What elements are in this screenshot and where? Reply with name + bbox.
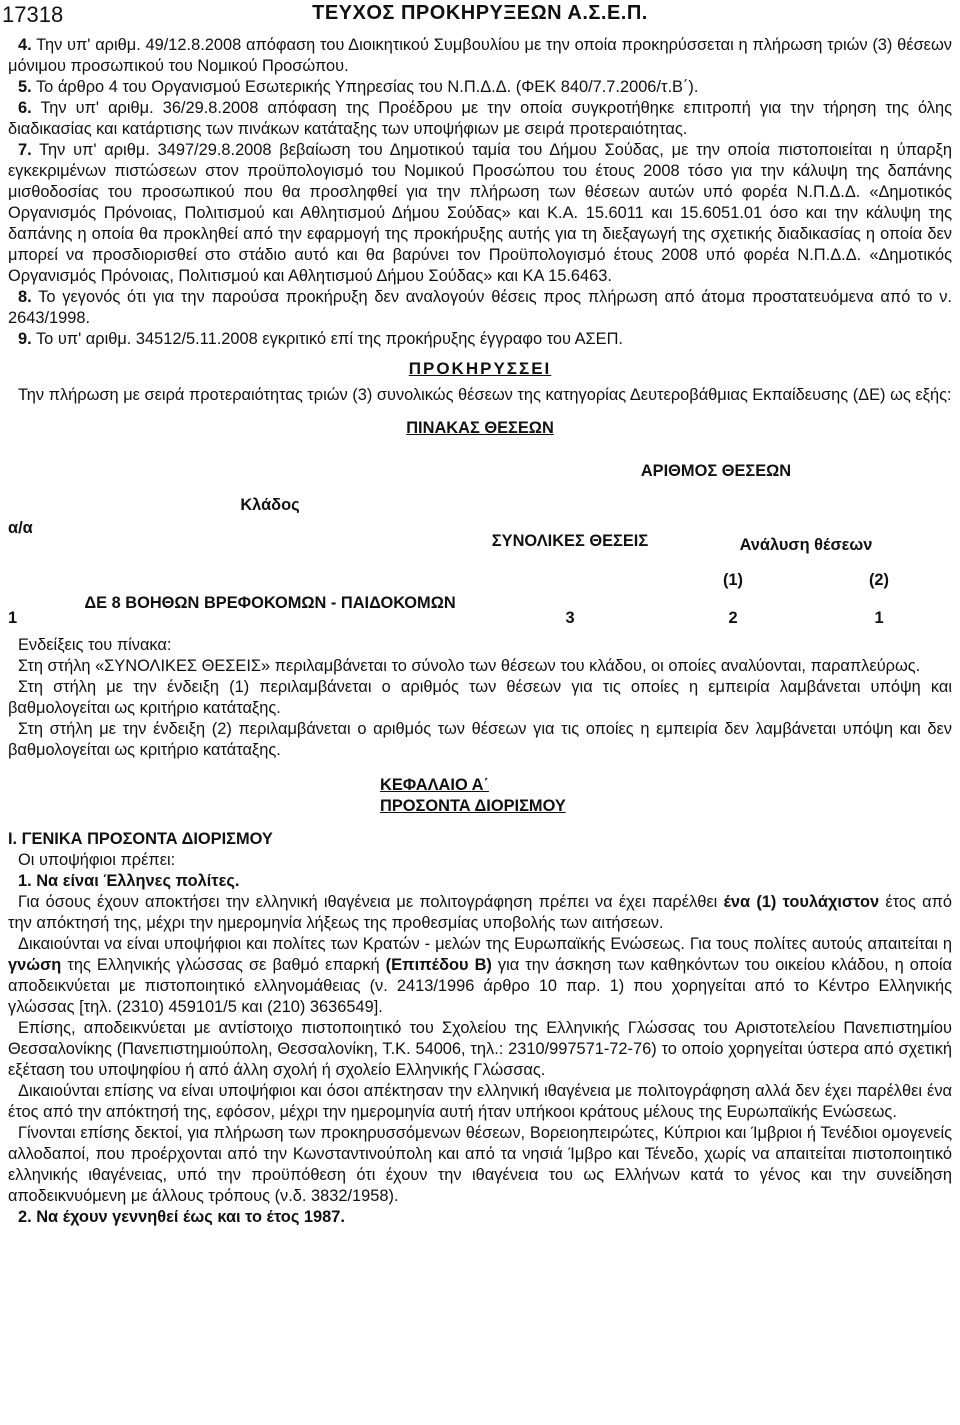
consideration-item: 5. Το άρθρο 4 του Οργανισμού Εσωτερικής Υπηρεσίας του Ν.Π.Δ.Δ. (ΦΕΚ 840/7.7.2006/τ.Β΄). [18,78,699,96]
paragraph: Δικαιούνται επίσης να είναι υποψήφιοι και όσοι απέκτησαν την ελληνική ιθαγένεια με πολιτογράφηση αλλά δεν έχει παρέλθει ένα έτος από την απόκτησή της, εφόσον, μέχρι την ημερομηνία αυτή ήταν υπήκοοι κράτους μέλους της Ευρωπαϊκής Ενώσεως. [8,1082,952,1121]
col-1-header: (1) [722,570,744,589]
col-total-header: ΣΥΝΟΛΙΚΕΣ ΘΕΣΕΙΣ [491,531,649,550]
paragraph: Επίσης, αποδεικνύεται με αντίστοιχο πιστοποιητικό του Σχολείου της Ελληνικής Γλώσσας του Αριστοτελείου Πανεπιστημίου Θεσσαλονίκης (Πανεπιστημιούπολη, Θεσσαλονίκη, Τ.Κ. 54006, τηλ.: 2310/997571-72-76) το οποίο χορηγείται ύστερα από σχετική εξέταση του υποψηφίου ή από άλλη σχολή ή σχολείο Ελληνικής Γλώσσας. [8,1019,952,1079]
col-branch-header: Κλάδος [240,496,300,514]
positions-table [8,453,952,629]
requirement-item: 1. Να είναι Έλληνες πολίτες. [18,872,240,890]
table-row: 1 ΔΕ 8 ΒΟΗΘΩΝ ΒΡΕΦΟΚΟΜΩΝ - ΠΑΙΔΟΚΟΜΩΝ 3 2 1 [8,594,884,627]
requirement-item: 2. Να έχουν γεννηθεί έως και το έτος 1987. [18,1208,345,1226]
positions-table-title: ΠΙΝΑΚΑΣ ΘΕΣΕΩΝ [406,419,554,437]
branch-name: ΔΕ 8 ΒΟΗΘΩΝ ΒΡΕΦΟΚΟΜΩΝ - ΠΑΙΔΟΚΟΜΩΝ [84,594,456,612]
proclamation-intro: Την πλήρωση με σειρά προτεραιότητας τριών (3) συνολικώς θέσεων της κατηγορίας Δευτεροβάθμιας Εκπαίδευσης (ΔΕ) ως εξής: [18,386,952,404]
page-header [2,2,958,28]
chapter-title: ΚΕΦΑΛΑΙΟ Α΄ [380,776,489,794]
legend-line: Στη στήλη με την ένδειξη (1) περιλαμβάνεται ο αριθμός των θέσεων για τις οποίες η εμπειρία λαμβάνεται υπόψη και βαθμολογείται ως κριτήριο κατάταξης. [8,678,952,717]
proclamation-heading: ΠΡΟΚΗΡΥΣΣΕΙ [408,359,552,378]
consideration-item: 7. Την υπ' αριθμ. 3497/29.8.2008 βεβαίωση του Δημοτικού ταμία του Δήμου Σούδας, με την οποία πιστοποιείται η ύπαρξη εγκεκριμένων πιστώσεων στον προϋπολογισμό του Νομικού Προσώπου του έτους 2008 τόσο για την κάλυψη της δαπάνης μισθοδοσίας του προσωπικού που θα προσληφθεί για την πλήρωση των θέσεων αυτών υπό φορέα Ν.Π.Δ.Δ. «Δημοτικός Οργανισμός Πρόνοιας, Πολιτισμού και Αθλητισμού Δήμου Σούδας» και Κ.Α. 15.6011 και 15.6051.01 όσο και την κάλυψη της δαπάνης η οποία θα προκληθεί από την εφαρμογή της προκήρυξης αυτής για τη διεξαγωγή της σχετικής διαδικασίας η οποία δεν μπορεί να προσδιορισθεί στο στάδιο αυτό και θα βαρύνει τον Προϋπολογισμό έτους 2008 υπό φορέα Ν.Π.Δ.Δ. «Δημοτικός Οργανισμός Πρόνοιας, Πολιτισμού και Αθλητισμού Δήμου Σούδας» και ΚΑ 15.6463. [8,141,953,285]
section-heading: Ι. ΓΕΝΙΚΑ ΠΡΟΣΟΝΤΑ ΔΙΟΡΙΣΜΟΥ [8,830,273,848]
section-lead: Οι υποψήφιοι πρέπει: [18,851,176,869]
col-aa-header: α/α [8,518,33,537]
legend-line: Στη στήλη με την ένδειξη (2) περιλαμβάνεται ο αριθμός των θέσεων για τις οποίες η εμπειρία δεν λαμβάνεται υπόψη και δεν βαθμολογείται ως κριτήριο κατάταξης. [8,720,952,759]
paragraph: Δικαιούνται να είναι υποψήφιοι και πολίτες των Κρατών - μελών της Ευρωπαϊκής Ενώσεως. Για τους πολίτες αυτούς απαιτείται η γνώση της Ελληνικής γλώσσας σε βαθμό επαρκή (Επιπέδου Β) για την άσκηση των καθηκόντων του οικείου κλάδου, η οποία αποδεικνύεται με πιστοποιητικό ελληνομάθειας (ν. 2413/1996 άρθρο 10 παρ. 1) που χορηγείται από το Κέντρο Ελληνικής γλώσσας [τηλ. (2310) 459101/5 και (210) 3636549]. [8,935,952,1016]
chapter-heading [8,775,952,817]
legend-title: Ενδείξεις του πίνακα: [18,636,172,654]
page-number: 17318 [2,2,64,27]
paragraph: Γίνονται επίσης δεκτοί, για πλήρωση των προκηρυσσόμενων θέσεων, Βορειοηπειρώτες, Κύπριοι και Ίμβριοι ή Τενέδιοι ομογενείς αλλοδαποί, που προέρχονται από την Κωνσταντινούπολη και από τα νησιά Ίμβρο και Τένεδο, χωρίς να απαιτείται πιστοποιητικό ελληνικής ιθαγένειας, υπό την προϋπόθεση ότι έχουν την ιθαγένεια του ως Ελλήνων κατά το γένος και την συνείδηση αποδεικνυόμενη με άλλους τρόπους (ν.δ. 3832/1958). [8,1124,952,1205]
col-2-header: (2) [868,570,890,589]
chapter-subtitle: ΠΡΟΣΟΝΤΑ ΔΙΟΡΙΣΜΟΥ [380,797,566,815]
document-body [8,35,952,1228]
consideration-item: 6. Την υπ' αριθμ. 36/29.8.2008 απόφαση της Προέδρου με την οποία συγκροτήθηκε επιτροπή για την τήρηση της όλης διαδικασίας και κατάρτισης των πινάκων κατάταξης των υποψήφιων με σειρά προτεραιότητας. [8,99,952,138]
consideration-item: 4. Την υπ' αριθμ. 49/12.8.2008 απόφαση του Διοικητικού Συμβουλίου με την οποία προκηρύσσεται η πλήρωση τριών (3) θέσεων μόνιμου προσωπικού του Νομικού Προσώπου. [8,36,952,75]
col-breakdown-header: Ανάλυση θέσεων [739,535,873,554]
number-of-positions-header: ΑΡΙΘΜΟΣ ΘΕΣΕΩΝ [640,461,792,480]
legend-line: Στη στήλη «ΣΥΝΟΛΙΚΕΣ ΘΕΣΕΙΣ» περιλαμβάνεται το σύνολο των θέσεων του κλάδου, οι οποίες αναλύονται, παραπλεύρως. [18,657,921,675]
consideration-item: 8. Το γεγονός ότι για την παρούσα προκήρυξη δεν αναλογούν θέσεις προς πλήρωση από άτομα προστατευόμενα από το ν. 2643/1998. [8,288,952,327]
consideration-item: 9. Το υπ' αριθμ. 34512/5.11.2008 εγκριτικό επί της προκήρυξης έγγραφο του ΑΣΕΠ. [18,330,623,348]
paragraph: Για όσους έχουν αποκτήσει την ελληνική ιθαγένεια με πολιτογράφηση πρέπει να έχει παρέλθει ένα (1) τουλάχιστον έτος από την απόκτησή της, μέχρι την ημερομηνία λήξεως της προθεσμίας υποβολής των αιτήσεων. [8,893,952,932]
gazette-title: ΤΕΥΧΟΣ ΠΡΟΚΗΡΥΞΕΩΝ Α.Σ.Ε.Π. [312,2,648,24]
